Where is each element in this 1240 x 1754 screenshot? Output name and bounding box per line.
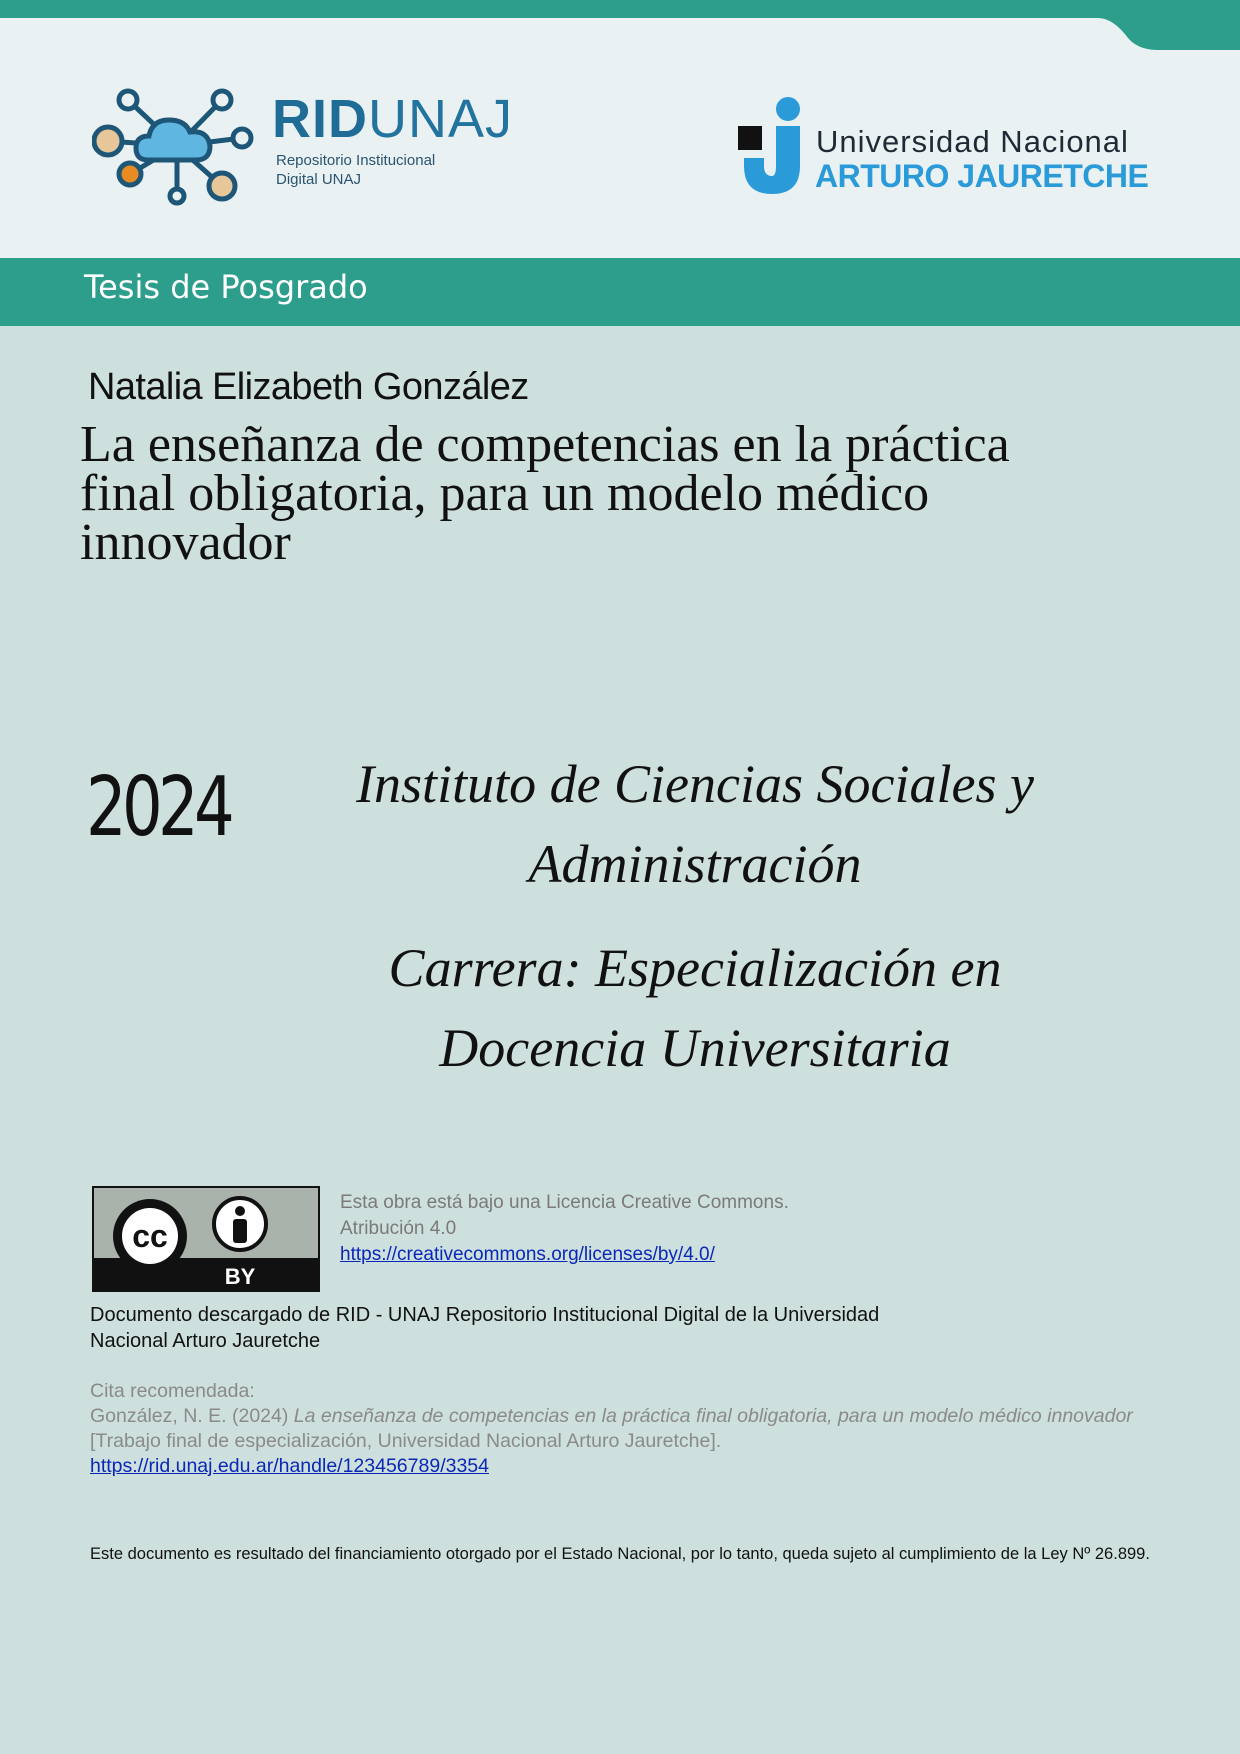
thesis-title: La enseñanza de competencias en la práctica final obligatoria, para un modelo médico innovador <box>80 416 1010 571</box>
funding-note: Este documento es resultado del financiamiento otorgado por el Estado Nacional, por lo tanto, queda sujeto al cumplimiento de la Ley Nº 26.899. <box>90 1545 1150 1563</box>
license-link[interactable]: https://creativecommons.org/licenses/by/4.0/ <box>340 1244 715 1265</box>
repository-subtitle-line2: Digital UNAJ <box>276 171 362 188</box>
citation-heading: Cita recomendada: <box>90 1380 255 1402</box>
repository-wordmark-bold: RID <box>272 89 368 149</box>
university-name-line1: Universidad Nacional <box>816 124 1129 159</box>
repository-subtitle-line1: Repositorio Institucional <box>276 152 436 169</box>
university-name-line2: ARTURO JAURETCHE <box>815 158 1149 194</box>
recommended-citation <box>90 1379 1150 1479</box>
citation-link[interactable]: https://rid.unaj.edu.ar/handle/123456789/3354 <box>90 1455 489 1477</box>
document-type-label: Tesis de Posgrado <box>84 268 368 306</box>
cc-by-license-badge[interactable] <box>92 1186 320 1292</box>
repository-wordmark <box>272 89 514 149</box>
license-line1: Esta obra está bajo una Licencia Creative Commons. <box>340 1192 789 1213</box>
repository-subtitle <box>276 151 435 189</box>
citation-title: La enseñanza de competencias en la práctica final obligatoria, para un modelo médico innovador <box>293 1405 1133 1427</box>
repository-wordmark-light: UNAJ <box>368 89 514 149</box>
institute-name: Instituto de Ciencias Sociales y Administración <box>356 754 1034 894</box>
citation-prefix: González, N. E. (2024) <box>90 1405 294 1427</box>
corner-tab <box>1098 0 1240 50</box>
author-name: Natalia Elizabeth González <box>88 366 529 408</box>
cloud-network-icon <box>92 86 262 206</box>
download-note: Documento descargado de RID - UNAJ Repositorio Institucional Digital de la Universidad Nacional Arturo Jauretche <box>90 1304 880 1352</box>
license-notice <box>340 1190 789 1268</box>
top-stripe <box>0 0 1240 18</box>
university-j-logo-icon <box>738 96 806 200</box>
publication-year: 2024 <box>86 760 231 855</box>
citation-text <box>90 1404 1150 1454</box>
license-line2: Atribución 4.0 <box>340 1218 457 1239</box>
career-name: Carrera: Especialización en Docencia Universitaria <box>388 938 1002 1078</box>
svg-text:cc: cc <box>132 1218 168 1254</box>
cc-badge-by-text: BY <box>224 1264 256 1289</box>
citation-suffix: [Trabajo final de especialización, Universidad Nacional Arturo Jauretche]. <box>90 1430 722 1452</box>
